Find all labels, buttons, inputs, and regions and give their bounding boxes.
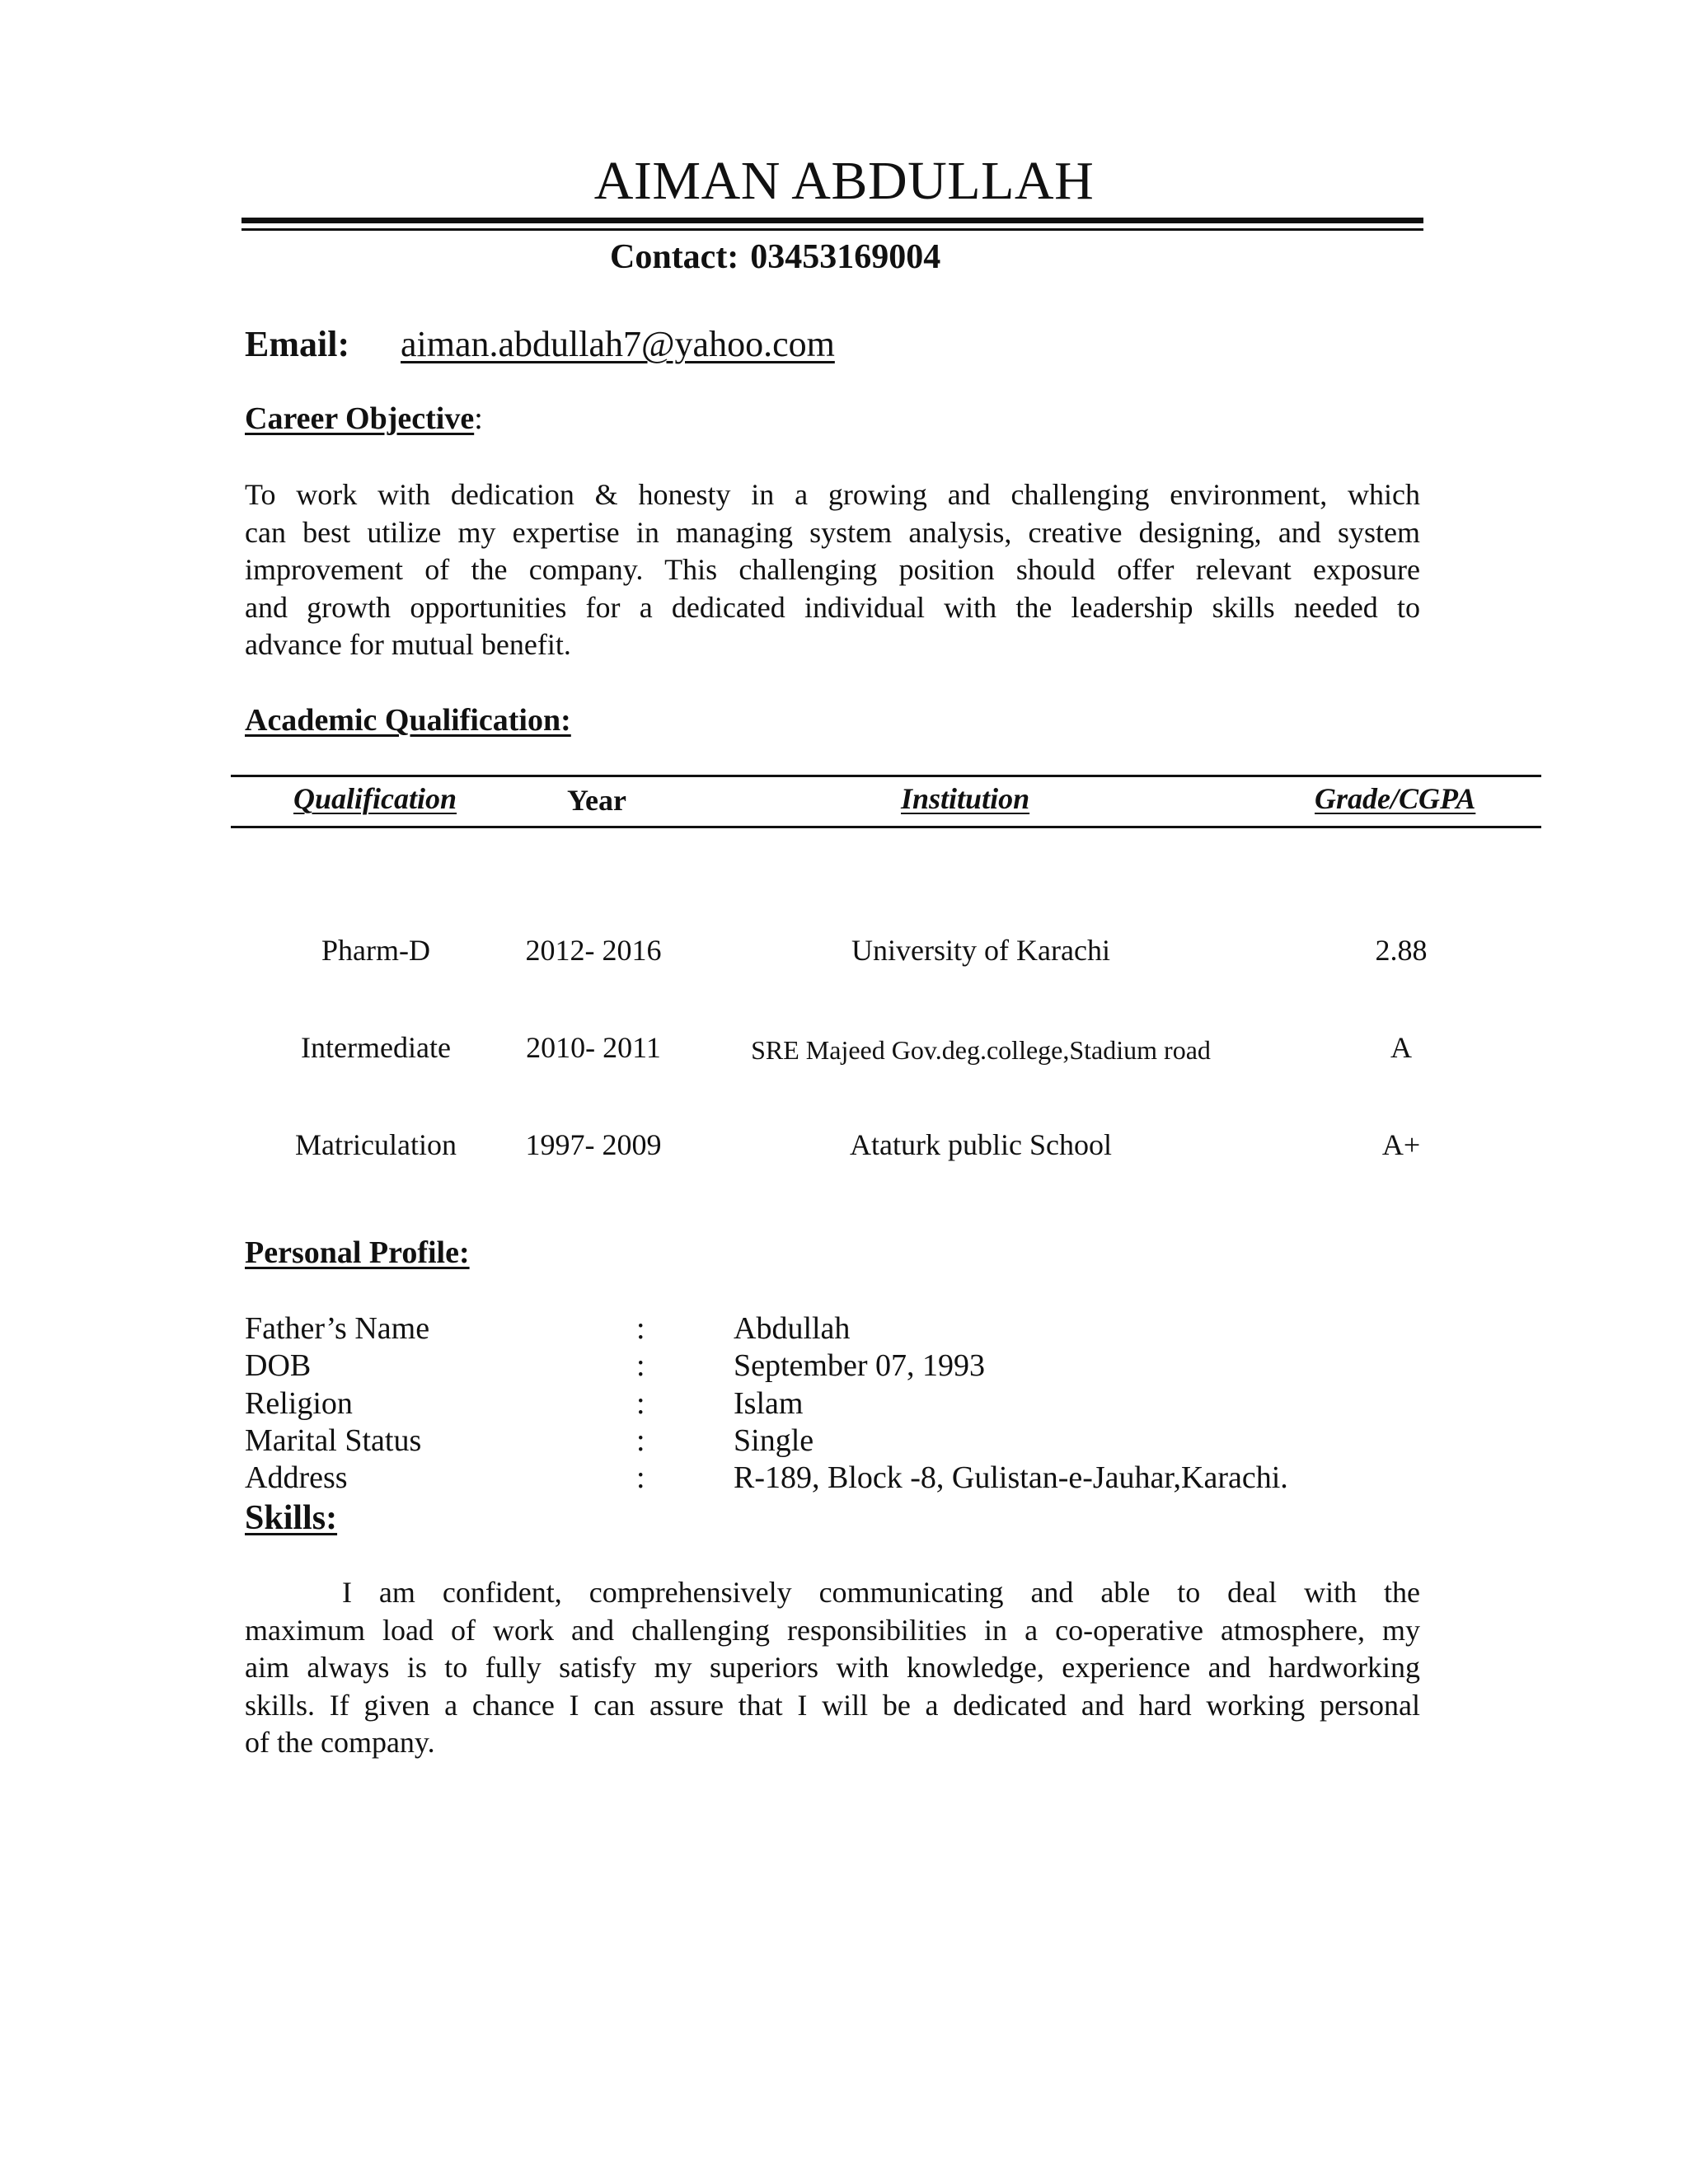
personal-profile-heading: Personal Profile:	[245, 1235, 470, 1270]
table-cell-institution: SRE Majeed Gov.deg.college,Stadium road	[751, 1035, 1211, 1065]
table-cell-institution: University of Karachi	[851, 934, 1110, 967]
column-header-grade: Grade/CGPA	[1315, 782, 1476, 815]
profile-value: Islam	[734, 1386, 804, 1421]
profile-label: Father’s Name	[245, 1311, 430, 1346]
skills-line: I am confident, comprehensively communicating and able to deal with the	[342, 1576, 1420, 1609]
career-objective-line: and growth opportunities for a dedicated individual with the leadership skills needed to	[245, 590, 1420, 624]
table-cell-qualification: Matriculation	[295, 1128, 457, 1161]
profile-label: DOB	[245, 1348, 312, 1383]
table-cell-qualification: Intermediate	[301, 1031, 451, 1064]
table-cell-year: 2012- 2016	[525, 934, 662, 967]
header-rule-thin	[241, 228, 1423, 231]
table-cell-year: 2010- 2011	[526, 1031, 661, 1064]
profile-value: September 07, 1993	[734, 1348, 986, 1383]
profile-separator: :	[636, 1386, 645, 1421]
column-header-year: Year	[567, 784, 626, 817]
table-cell-grade: A	[1390, 1031, 1412, 1064]
career-objective-heading-colon: :	[474, 401, 483, 436]
candidate-name: AIMAN ABDULLAH	[593, 151, 1095, 211]
contact-line	[610, 237, 940, 277]
contact-number: 03453169004	[750, 238, 941, 276]
profile-value: R-189, Block -8, Gulistan-e-Jauhar,Karachi.	[734, 1460, 1288, 1495]
profile-value: Abdullah	[734, 1311, 851, 1346]
table-header-rule	[231, 826, 1541, 828]
column-header-institution: Institution	[901, 782, 1030, 815]
skills-line: aim always is to fully satisfy my superiors with knowledge, experience and hardworking	[245, 1651, 1420, 1684]
career-objective-heading	[245, 401, 483, 437]
profile-separator: :	[636, 1423, 645, 1458]
skills-line: maximum load of work and challenging responsibilities in a co-operative atmosphere, my	[245, 1613, 1420, 1647]
career-objective-heading-text: Career Objective	[245, 401, 475, 436]
table-top-rule	[231, 775, 1541, 777]
profile-separator: :	[636, 1460, 645, 1495]
table-cell-year: 1997- 2009	[525, 1128, 662, 1161]
career-objective-paragraph	[245, 476, 1420, 664]
career-objective-line: can best utilize my expertise in managing system analysis, creative designing, and system	[245, 515, 1420, 549]
column-header-qualification: Qualification	[293, 782, 457, 815]
table-cell-grade: A+	[1381, 1128, 1421, 1161]
career-objective-line: advance for mutual benefit.	[245, 628, 571, 661]
table-cell-institution: Ataturk public School	[850, 1128, 1112, 1161]
profile-label: Religion	[245, 1386, 353, 1421]
skills-line: of the company.	[245, 1726, 435, 1759]
profile-label: Address	[245, 1460, 348, 1495]
profile-separator: :	[636, 1311, 645, 1346]
skills-line: skills. If given a chance I can assure that I will be a dedicated and hard working personal	[245, 1688, 1420, 1722]
skills-heading: Skills:	[245, 1499, 338, 1537]
table-cell-qualification: Pharm-D	[321, 934, 430, 967]
academic-heading: Academic Qualification:	[245, 703, 571, 738]
career-objective-line: To work with dedication & honesty in a growing and challenging environment, which	[245, 478, 1420, 511]
career-objective-line: improvement of the company. This challenging position should offer relevant exposure	[245, 553, 1420, 586]
skills-paragraph	[245, 1574, 1420, 1762]
profile-label: Marital Status	[245, 1423, 422, 1458]
email-link[interactable]: aiman.abdullah7@yahoo.com	[401, 324, 835, 364]
email-label: Email:	[245, 324, 350, 364]
profile-value: Single	[734, 1423, 814, 1458]
contact-label: Contact:	[610, 238, 739, 276]
profile-separator: :	[636, 1348, 645, 1383]
table-cell-grade: 2.88	[1375, 934, 1428, 967]
header-rule-thick	[241, 218, 1423, 223]
